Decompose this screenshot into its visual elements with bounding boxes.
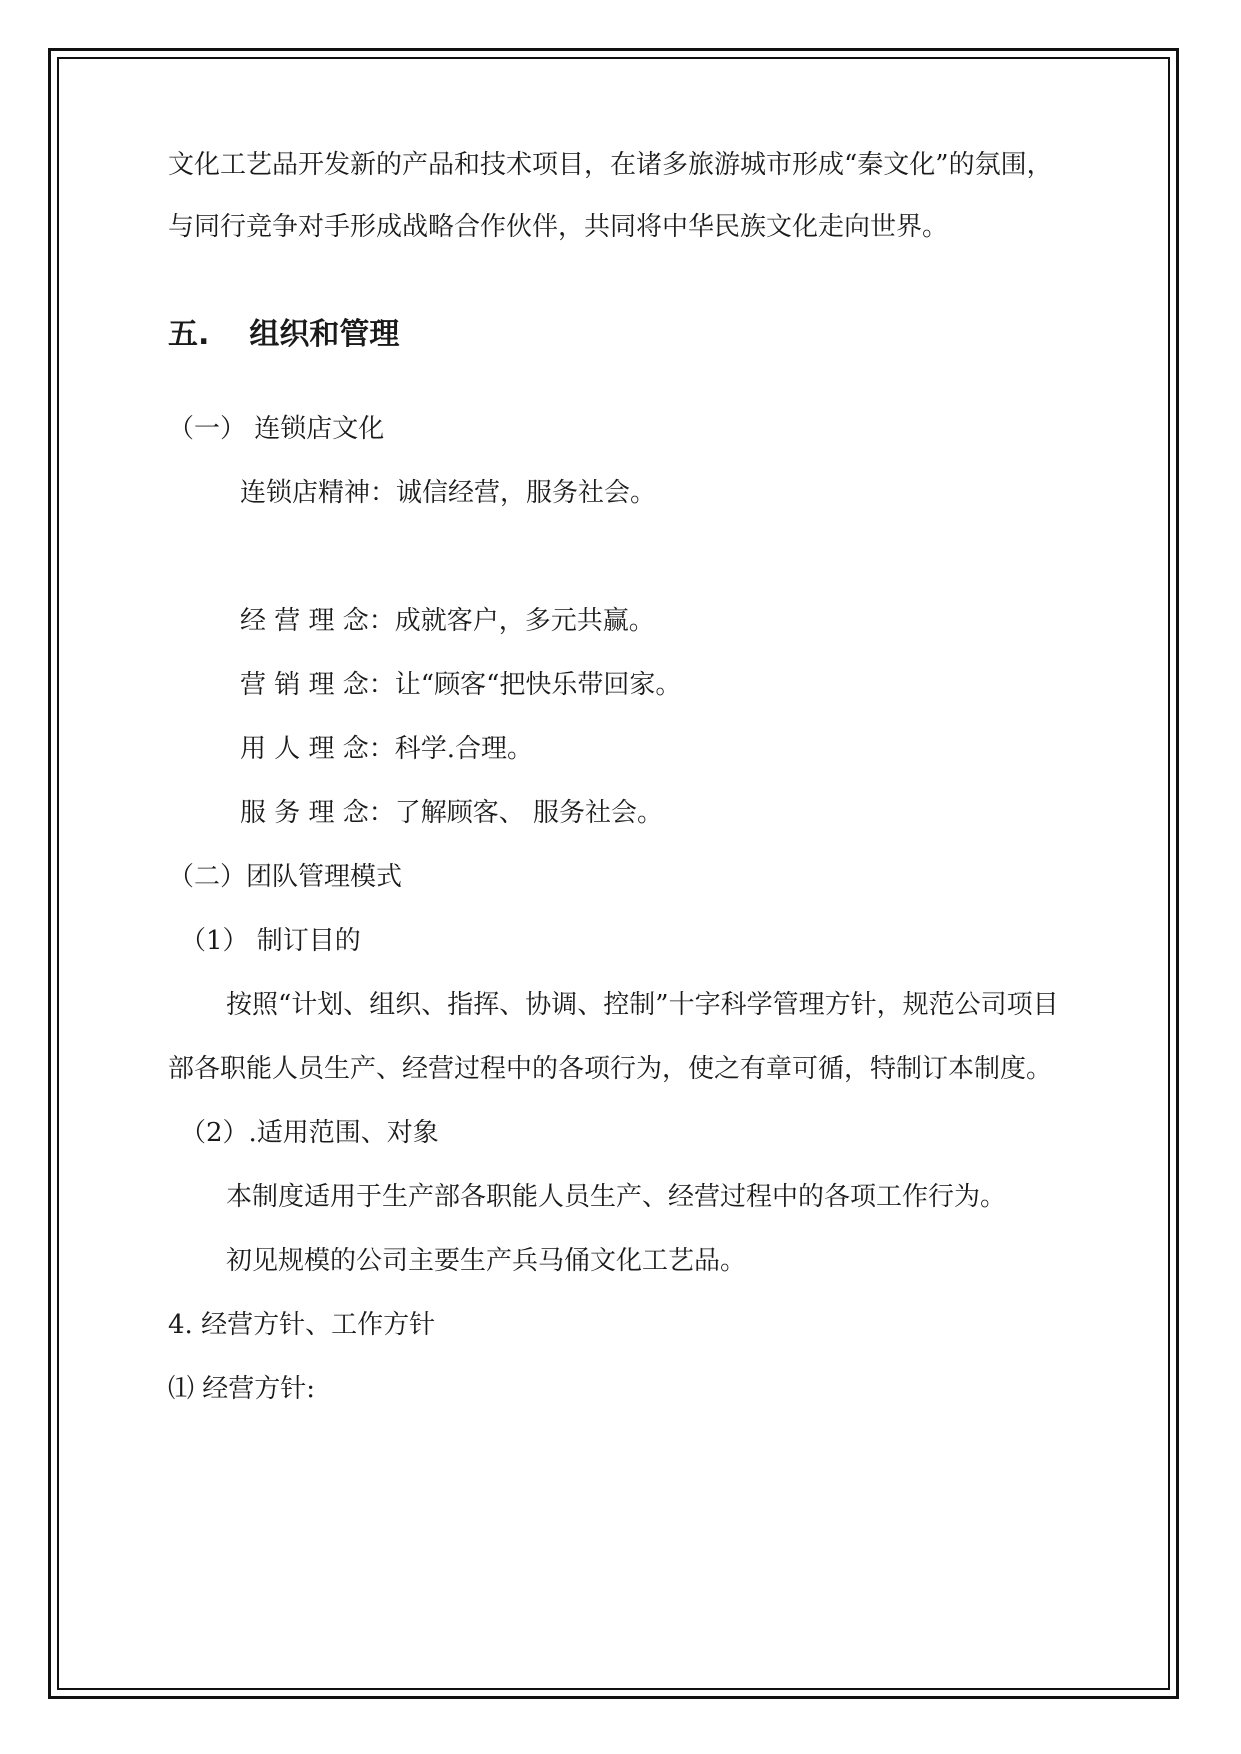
item-title: （2）.适用范围、对象 — [180, 1118, 439, 1148]
concept-item: 营 销 理 念：让“顾客“把快乐带回家。 — [240, 670, 682, 700]
section-title: 组织和管理 — [249, 317, 400, 352]
subsection-title: （二）团队管理模式 — [168, 862, 403, 892]
paragraph-line: 文化工艺品开发新的产品和技术项目，在诸多旅游城市形成“秦文化”的氛围， — [168, 150, 1053, 180]
item-title: （1） 制订目的 — [180, 926, 361, 956]
paragraph-line: 本制度适用于生产部各职能人员生产、经营过程中的各项工作行为。 — [226, 1182, 1007, 1212]
paragraph-line: 按照“计划、组织、指挥、协调、控制”十字科学管理方针，规范公司项目 — [226, 990, 1059, 1020]
subsection-title: 4. 经营方针、工作方针 — [168, 1310, 436, 1340]
item-title: ⑴ 经营方针: — [168, 1374, 316, 1404]
concept-item: 用 人 理 念：科学.合理。 — [240, 734, 534, 764]
section-number: 五. — [168, 317, 210, 352]
paragraph-line: 部各职能人员生产、经营过程中的各项行为，使之有章可循，特制订本制度。 — [168, 1054, 1053, 1084]
paragraph-line: 初见规模的公司主要生产兵马俑文化工艺品。 — [226, 1246, 747, 1276]
section-heading — [168, 316, 399, 354]
subsection-title: （一） 连锁店文化 — [168, 414, 385, 444]
chain-spirit: 连锁店精神：诚信经营，服务社会。 — [240, 478, 657, 508]
concept-item: 服 务 理 念：了解顾客、 服务社会。 — [240, 798, 664, 828]
paragraph-line: 与同行竞争对手形成战略合作伙伴，共同将中华民族文化走向世界。 — [168, 212, 949, 242]
concept-item: 经 营 理 念：成就客户，多元共赢。 — [240, 606, 655, 636]
